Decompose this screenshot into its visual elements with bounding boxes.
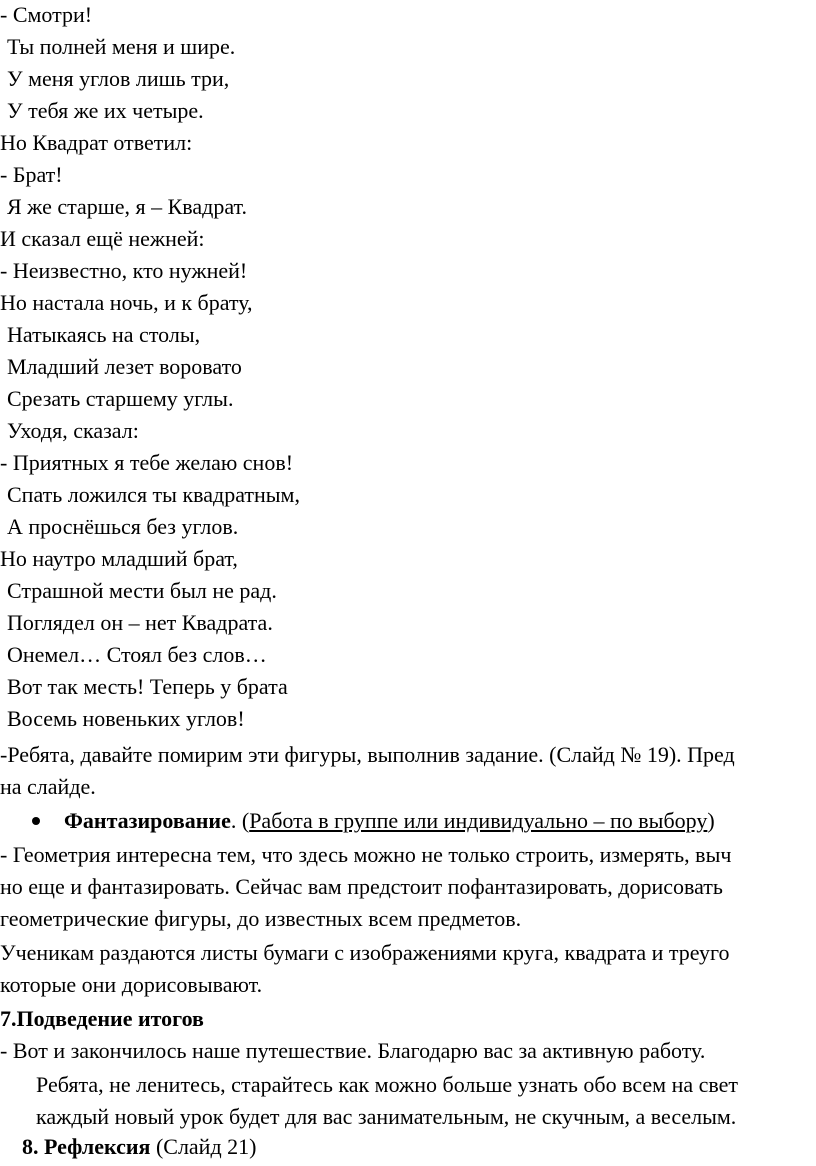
poem-line: Но Квадрат ответил: xyxy=(0,130,193,155)
bullet-icon xyxy=(32,817,40,825)
reflection-slide: (Слайд 21) xyxy=(150,1134,257,1159)
poem-line: Натыкаясь на столы, xyxy=(7,322,201,347)
poem-line: Вот так месть! Теперь у брата xyxy=(7,674,288,699)
reflection-title: 8. Рефлексия xyxy=(22,1134,151,1159)
fantasy-title: Фантазирование xyxy=(64,808,231,833)
fantasy-mode: Работа в группе или индивидуально – по выбору xyxy=(249,808,708,833)
poem-line: Срезать старшему углы. xyxy=(7,386,234,411)
summary-text: - Вот и закончилось наше путешествие. Благодарю вас за активную работу. xyxy=(0,1038,706,1063)
fantasy-title-suffix: . ( xyxy=(230,808,250,833)
fantasy-text: - Геометрия интересна тем, что здесь можно не только строить, измерять, выч xyxy=(0,842,732,867)
poem-line: Ты полней меня и шире. xyxy=(7,34,236,59)
poem-line: - Смотри! xyxy=(0,2,93,27)
poem-line: Уходя, сказал: xyxy=(7,418,139,443)
summary-text: Ребята, не ленитесь, старайтесь как можно больше узнать обо всем на свет xyxy=(36,1072,739,1097)
poem-line: Страшной мести был не рад. xyxy=(7,578,277,603)
fantasy-heading xyxy=(64,806,715,836)
poem-line: У меня углов лишь три, xyxy=(7,66,230,91)
poem-line: - Брат! xyxy=(0,162,63,187)
fantasy-text: Ученикам раздаются листы бумаги с изображениями круга, квадрата и треуго xyxy=(0,940,730,965)
poem-line: - Неизвестно, кто нужней! xyxy=(0,258,248,283)
fantasy-text: геометрические фигуры, до известных всем предметов. xyxy=(0,906,522,931)
poem-line: Спать ложился ты квадратным, xyxy=(7,482,300,507)
fantasy-text: но еще и фантазировать. Сейчас вам предстоит пофантазировать, дорисовать xyxy=(0,874,723,899)
summary-text: каждый новый урок будет для вас занимательным, не скучным, а веселым. xyxy=(36,1104,737,1129)
task-text: -Ребята, давайте помирим эти фигуры, выполнив задание. (Слайд № 19). Пред xyxy=(0,742,735,767)
task-text: на слайде. xyxy=(0,774,96,799)
poem-line: Младший лезет воровато xyxy=(7,354,242,379)
poem-line: Восемь новеньких углов! xyxy=(7,706,245,731)
poem-line: Но настала ночь, и к брату, xyxy=(0,290,253,315)
reflection-heading xyxy=(22,1132,256,1162)
poem-line: Я же старше, я – Квадрат. xyxy=(7,194,247,219)
poem-line: У тебя же их четыре. xyxy=(7,98,204,123)
poem-line: Поглядел он – нет Квадрата. xyxy=(7,610,273,635)
fantasy-close: ) xyxy=(707,808,715,833)
poem-line: А проснёшься без углов. xyxy=(7,514,239,539)
poem-line: Но наутро младший брат, xyxy=(0,546,238,571)
poem-line: Онемел… Стоял без слов… xyxy=(7,642,267,667)
fantasy-text: которые они дорисовывают. xyxy=(0,972,263,997)
poem-line: - Приятных я тебе желаю снов! xyxy=(0,450,294,475)
poem-line: И сказал ещё нежней: xyxy=(0,226,205,251)
summary-title: 7.Подведение итогов xyxy=(0,1006,204,1031)
